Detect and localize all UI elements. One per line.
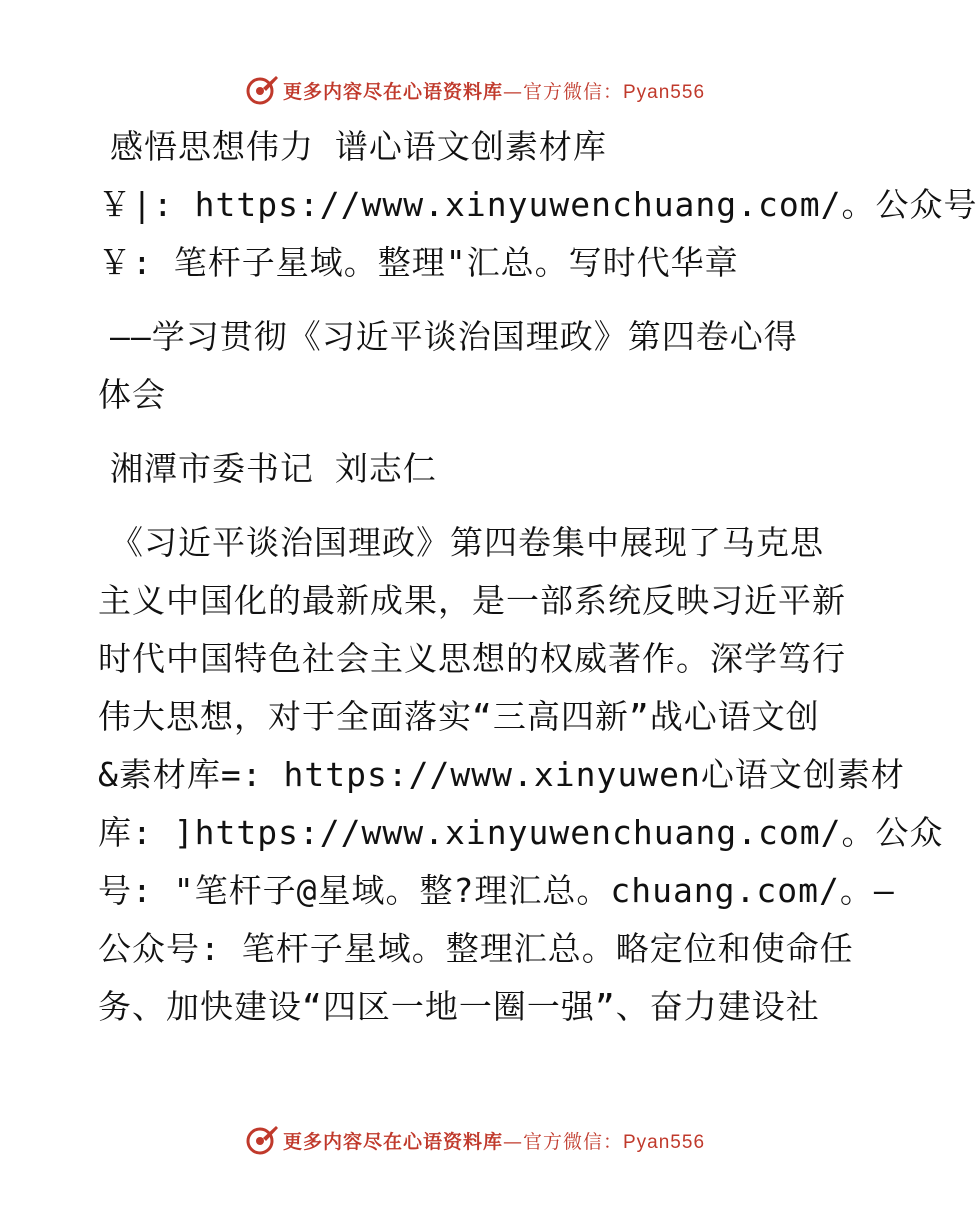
intro-line: ￥|: https://www.xinyuwenchuang.com/。公众号 xyxy=(98,185,978,224)
footer-banner-text xyxy=(283,1127,705,1154)
body-line: 务、加快建设“四区一地一圈一强”、奋力建设社 xyxy=(98,987,820,1026)
subtitle-line: 体会 xyxy=(98,375,166,414)
header-wechat-label: 官方微信： xyxy=(522,80,623,103)
pen-logo-icon xyxy=(245,1123,279,1157)
body-line: 库: ]https://www.xinyuwenchuang.com/。公众 xyxy=(98,813,944,852)
header-brand-text: 更多内容尽在心语资料库 xyxy=(282,80,503,103)
body-line: 主义中国化的最新成果，是一部系统反映习近平新 xyxy=(98,581,846,620)
body-line: 时代中国特色社会主义思想的权威著作。深学笃行 xyxy=(98,639,846,678)
header-banner-text xyxy=(283,77,705,104)
footer-watermark xyxy=(0,1120,950,1160)
intro-line: 感悟思想伟力 谱心语文创素材库 xyxy=(110,127,607,166)
header-separator: — xyxy=(502,80,523,103)
footer-separator: — xyxy=(502,1130,523,1153)
pen-logo-icon xyxy=(245,73,279,107)
document-body xyxy=(98,118,978,1036)
intro-line: ￥: 笔杆子星域。整理"汇总。写时代华章 xyxy=(98,243,739,282)
body-line: 伟大思想，对于全面落实“三高四新”战心语文创 xyxy=(98,697,820,736)
body-line: 《习近平谈治国理政》第四卷集中展现了马克思 xyxy=(110,523,824,562)
footer-wechat-id: Pyan556 xyxy=(623,1131,706,1153)
footer-brand-text: 更多内容尽在心语资料库 xyxy=(282,1130,503,1153)
author-line: 湘潭市委书记 刘志仁 xyxy=(110,449,437,488)
subtitle-line: ——学习贯彻《习近平谈治国理政》第四卷心得 xyxy=(110,317,798,356)
body-line: 号: "笔杆子@星域。整?理汇总。chuang.com/。— xyxy=(98,871,895,910)
footer-wechat-label: 官方微信： xyxy=(522,1130,623,1153)
header-watermark xyxy=(0,70,950,110)
body-line: &素材库=: https://www.xinyuwen心语文创素材 xyxy=(98,755,905,794)
header-wechat-id: Pyan556 xyxy=(623,81,706,103)
body-line: 公众号: 笔杆子星域。整理汇总。略定位和使命任 xyxy=(98,929,854,968)
